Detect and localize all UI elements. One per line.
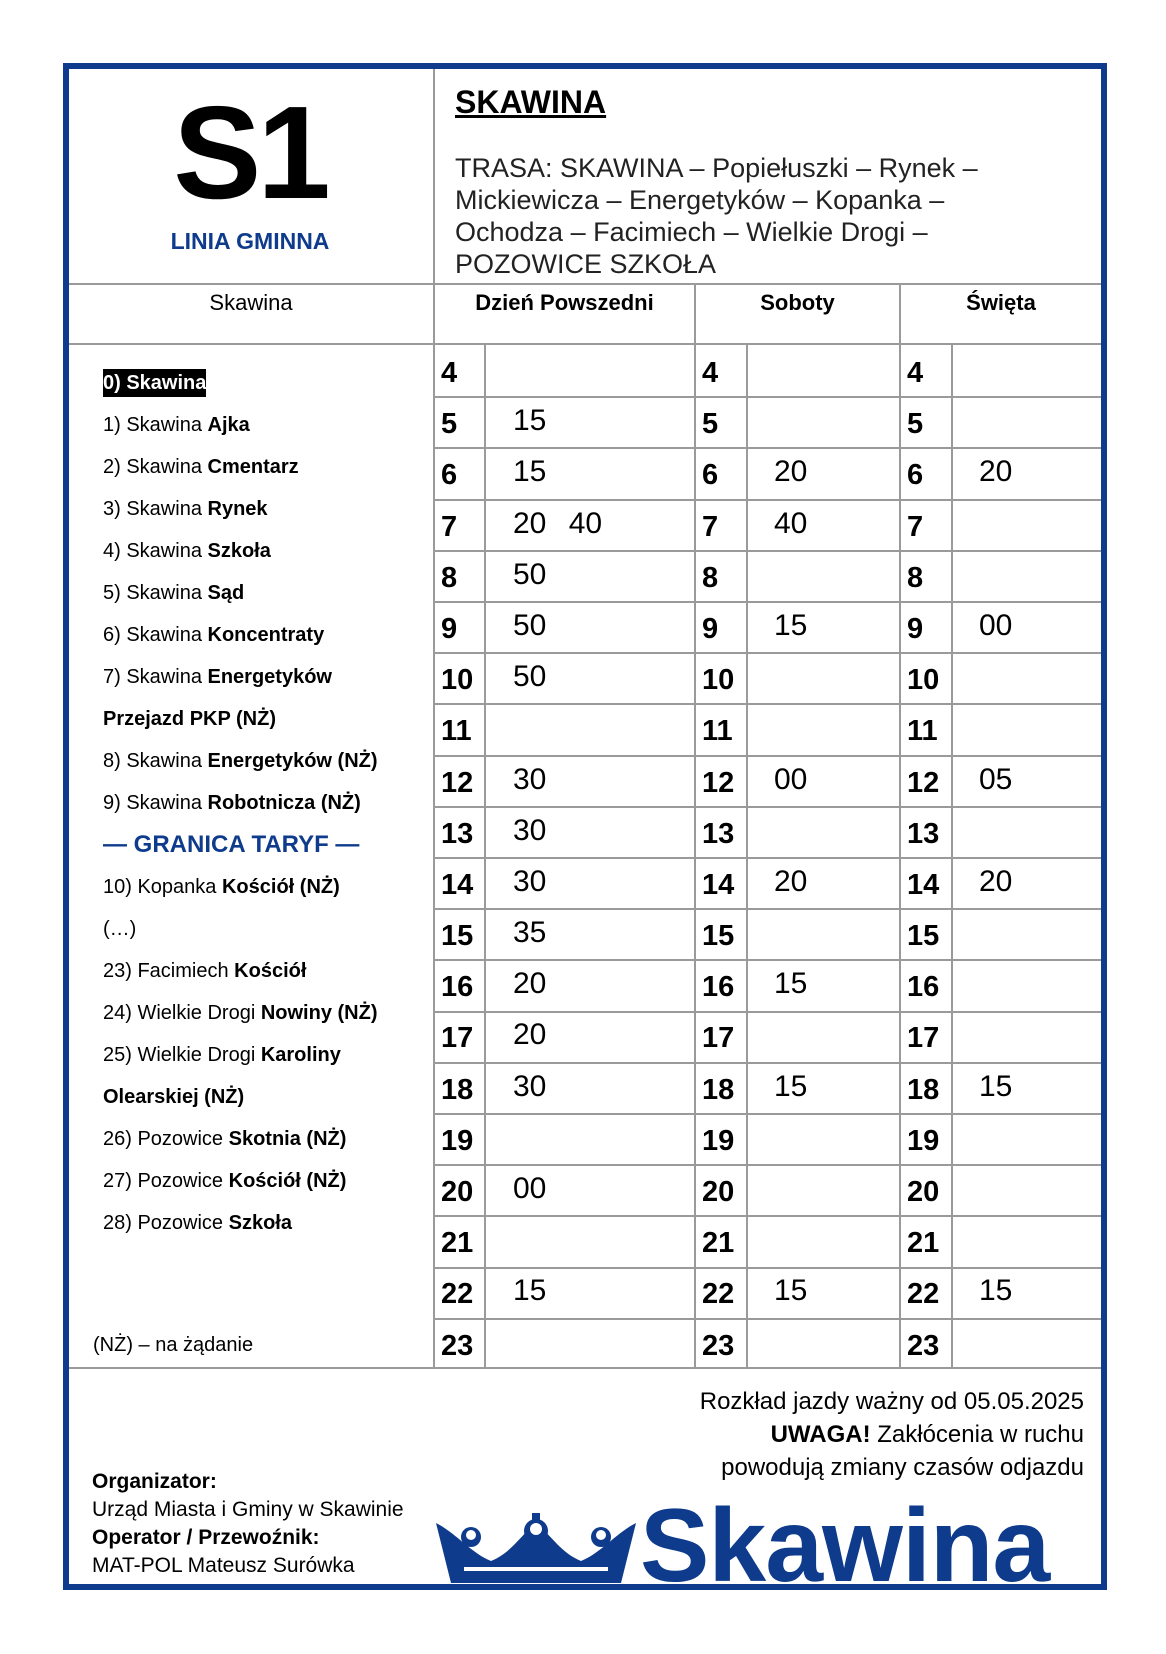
stop-number: 23) Facimiech xyxy=(103,960,235,982)
hour-label: 22 xyxy=(441,1278,474,1311)
departure-minutes: 00 xyxy=(774,762,808,796)
hour-row xyxy=(901,1012,1101,1063)
crown-icon xyxy=(436,1513,636,1593)
stop-number: — GRANICA TARYF — xyxy=(103,831,360,858)
organizer-info xyxy=(92,1468,404,1580)
hour-label: 18 xyxy=(907,1073,940,1106)
hour-row xyxy=(901,552,1101,603)
hour-label: 10 xyxy=(702,664,735,697)
hour-row xyxy=(901,398,1101,449)
departure-minutes: 15 xyxy=(774,608,808,642)
hour-label: 9 xyxy=(907,612,924,645)
departure-minutes: 20 xyxy=(979,864,1013,898)
hour-label: 19 xyxy=(702,1124,735,1157)
validity-notice xyxy=(700,1385,1084,1484)
hour-label: 20 xyxy=(702,1176,735,1208)
hour-row xyxy=(696,347,899,398)
hour-label: 8 xyxy=(702,561,719,594)
hour-row xyxy=(696,501,899,552)
stop-name: Energetyków xyxy=(207,666,332,688)
stop-number: 4) Skawina xyxy=(103,540,208,562)
hour-label: 23 xyxy=(907,1329,940,1362)
hour-label: 4 xyxy=(441,357,458,389)
stop-name: Kościół (NŻ) xyxy=(221,876,340,898)
hour-label: 11 xyxy=(907,715,938,748)
hour-row xyxy=(435,961,694,1012)
hour-row xyxy=(696,808,899,859)
hour-label: 15 xyxy=(907,920,940,953)
hour-label: 18 xyxy=(441,1073,474,1106)
hour-row xyxy=(435,859,694,910)
stop-number: 5) Skawina xyxy=(103,582,208,604)
stop-number: 8) Skawina xyxy=(103,750,208,772)
saturday-column-header: Soboty xyxy=(760,290,835,315)
hour-row xyxy=(435,1012,694,1063)
brand-logo-text: Skawina xyxy=(640,1488,1050,1604)
stop-item xyxy=(103,404,423,446)
hour-row xyxy=(901,603,1101,654)
stop-number: 28) Pozowice xyxy=(103,1212,229,1234)
town-title: SKAWINA xyxy=(455,84,607,120)
hour-row xyxy=(435,347,694,398)
hour-row xyxy=(435,603,694,654)
hour-label: 5 xyxy=(702,408,719,441)
hour-row xyxy=(901,808,1101,859)
stop-item xyxy=(103,572,423,614)
stop-name: Kościół (NŻ) xyxy=(228,1170,347,1192)
stops-list xyxy=(103,362,423,1244)
departure-minutes: 05 xyxy=(979,762,1013,796)
hour-label: 17 xyxy=(441,1022,474,1055)
warning-text-2: powodują zmiany czasów odjazdu xyxy=(721,1454,1084,1481)
hour-label: 5 xyxy=(907,408,924,441)
hour-row xyxy=(901,654,1101,705)
departure-minutes: 20 xyxy=(979,455,1013,489)
hour-row xyxy=(901,910,1101,961)
hour-label: 15 xyxy=(702,920,735,953)
departure-minutes: 50 xyxy=(513,557,547,591)
hour-row xyxy=(696,654,899,705)
hour-label: 7 xyxy=(907,510,924,543)
stop-name: Koncentraty xyxy=(207,624,325,646)
hour-label: 6 xyxy=(441,459,458,492)
hour-row xyxy=(901,859,1101,910)
hour-label: 17 xyxy=(907,1022,940,1055)
stop-item xyxy=(103,866,423,908)
departure-minutes: 30 xyxy=(513,813,547,847)
hour-row xyxy=(435,1166,694,1217)
departure-minutes: 15 xyxy=(774,1274,808,1308)
hour-row xyxy=(901,1217,1101,1268)
stop-name: Cmentarz xyxy=(207,456,299,478)
divider xyxy=(69,283,1101,285)
tariff-boundary xyxy=(103,824,423,866)
divider xyxy=(69,343,1101,345)
hour-row xyxy=(696,552,899,603)
departure-minutes: 15 xyxy=(979,1069,1013,1103)
hour-label: 14 xyxy=(441,868,474,901)
hour-label: 23 xyxy=(441,1329,474,1362)
stop-item xyxy=(103,698,423,740)
hour-label: 7 xyxy=(441,510,458,543)
stop-number: 26) Pozowice xyxy=(103,1128,229,1150)
stop-number: 1) Skawina xyxy=(103,414,208,436)
departure-minutes: 00 xyxy=(513,1172,547,1205)
hour-label: 18 xyxy=(702,1073,735,1106)
hour-row xyxy=(435,501,694,552)
stop-name: Robotnicza (NŻ) xyxy=(207,792,361,814)
stop-item xyxy=(103,1118,423,1160)
hour-row xyxy=(435,398,694,449)
hour-label: 4 xyxy=(702,357,719,389)
hour-row xyxy=(696,1115,899,1166)
hour-row xyxy=(901,1166,1101,1217)
hour-label: 10 xyxy=(907,664,940,697)
hour-label: 11 xyxy=(702,715,733,748)
hour-label: 20 xyxy=(907,1176,940,1208)
stop-number: 3) Skawina xyxy=(103,498,208,520)
departure-minutes: 15 xyxy=(513,1274,547,1308)
departure-minutes: 35 xyxy=(513,916,547,950)
hour-row xyxy=(901,1320,1101,1371)
hour-row xyxy=(435,1064,694,1115)
hour-label: 5 xyxy=(441,408,458,441)
hour-label: 7 xyxy=(702,510,719,543)
organizer-label: Organizator: xyxy=(92,1470,217,1493)
hour-row xyxy=(435,654,694,705)
hour-row xyxy=(901,961,1101,1012)
hour-row xyxy=(901,757,1101,808)
hour-label: 6 xyxy=(702,459,719,492)
stop-name: Olearskiej (NŻ) xyxy=(103,1086,245,1108)
hour-label: 14 xyxy=(702,868,735,901)
line-type: LINIA GMINNA xyxy=(170,228,330,254)
on-request-note: (NŻ) – na żądanie xyxy=(93,1334,254,1356)
departure-minutes: 30 xyxy=(513,762,547,796)
hour-row xyxy=(435,808,694,859)
stops-column-header: Skawina xyxy=(209,290,293,315)
stop-number: 25) Wielkie Drogi xyxy=(103,1044,261,1066)
departure-minutes: 30 xyxy=(513,864,547,898)
stop-item xyxy=(103,1160,423,1202)
hour-label: 20 xyxy=(441,1176,474,1208)
hour-label: 21 xyxy=(441,1227,474,1260)
hour-row xyxy=(696,1166,899,1217)
hour-label: 23 xyxy=(702,1329,735,1362)
departure-minutes: 40 xyxy=(774,506,808,540)
stop-name: Nowiny (NŻ) xyxy=(260,1002,378,1024)
departure-minutes: 20 xyxy=(774,864,808,898)
stop-item xyxy=(103,1034,423,1076)
warning-label: UWAGA! xyxy=(770,1421,871,1448)
hour-row xyxy=(696,1064,899,1115)
departure-minutes: 15 xyxy=(979,1274,1013,1308)
hour-row xyxy=(435,449,694,500)
hour-row xyxy=(901,449,1101,500)
hour-label: 13 xyxy=(702,817,735,850)
hour-label: 4 xyxy=(907,357,924,389)
hour-label: 11 xyxy=(441,715,472,748)
hour-row xyxy=(901,705,1101,756)
route-description: TRASA: SKAWINA – Popiełuszki – Rynek – Mickiewicza – Energetyków – Kopanka – Ochodza – Facimiech – Wielkie Drogi – POZOWICE SZKOŁA xyxy=(455,153,978,279)
hour-row xyxy=(696,449,899,500)
hour-label: 6 xyxy=(907,459,924,492)
hour-row xyxy=(435,757,694,808)
stop-item xyxy=(103,950,423,992)
warning-text: Zakłócenia w ruchu xyxy=(870,1421,1084,1448)
hour-row xyxy=(435,1115,694,1166)
stop-number: 24) Wielkie Drogi xyxy=(103,1002,261,1024)
stop-number: 10) Kopanka xyxy=(103,876,222,898)
hour-row xyxy=(696,1012,899,1063)
hour-row xyxy=(696,757,899,808)
hour-label: 10 xyxy=(441,664,474,697)
hour-row xyxy=(435,552,694,603)
hour-row xyxy=(696,1217,899,1268)
hour-label: 9 xyxy=(441,612,458,645)
hour-row xyxy=(901,1268,1101,1319)
stop-name: Przejazd PKP (NŻ) xyxy=(103,708,276,730)
validity-date: Rozkład jazdy ważny od 05.05.2025 xyxy=(699,1388,1084,1415)
hour-row xyxy=(696,705,899,756)
stop-name: Szkoła xyxy=(228,1212,292,1234)
departure-minutes: 50 xyxy=(513,660,547,694)
weekday-timetable xyxy=(435,347,694,1371)
stop-item xyxy=(103,530,423,572)
hour-row xyxy=(901,1115,1101,1166)
stop-item xyxy=(103,1202,423,1244)
saturday-timetable xyxy=(696,347,899,1371)
operator-label: Operator / Przewoźnik: xyxy=(92,1526,320,1549)
hour-row xyxy=(435,910,694,961)
hour-label: 19 xyxy=(907,1124,940,1157)
stop-item xyxy=(103,446,423,488)
departure-minutes: 15 xyxy=(774,967,808,1001)
stop-number: 0) Skawina xyxy=(103,369,206,397)
hour-label: 13 xyxy=(441,817,474,850)
organizer-name: Urząd Miasta i Gminy w Skawinie xyxy=(92,1498,404,1521)
departure-minutes: 20 xyxy=(513,1018,547,1052)
hour-row xyxy=(696,398,899,449)
hour-label: 16 xyxy=(441,971,474,1004)
hour-label: 16 xyxy=(702,971,735,1004)
hour-row xyxy=(435,1320,694,1371)
holiday-column-header: Święta xyxy=(966,290,1036,315)
stop-name: Rynek xyxy=(207,498,268,520)
departure-minutes: 00 xyxy=(979,608,1013,642)
stop-number: 7) Skawina xyxy=(103,666,208,688)
hour-label: 12 xyxy=(441,766,474,799)
hour-label: 13 xyxy=(907,817,940,850)
hour-row xyxy=(696,961,899,1012)
hour-label: 14 xyxy=(907,868,940,901)
hour-label: 15 xyxy=(441,920,474,953)
stop-item xyxy=(103,488,423,530)
departure-minutes: 15 xyxy=(513,404,547,438)
hour-label: 19 xyxy=(441,1124,474,1157)
stop-number: (…) xyxy=(103,918,137,940)
stop-item xyxy=(103,614,423,656)
hour-label: 22 xyxy=(907,1278,940,1311)
stop-item xyxy=(103,908,423,950)
departure-minutes: 20 xyxy=(774,455,808,489)
departure-minutes: 20 40 xyxy=(513,506,603,540)
hour-row xyxy=(901,501,1101,552)
line-number: S1 xyxy=(173,79,327,226)
stop-number: 6) Skawina xyxy=(103,624,208,646)
hour-label: 9 xyxy=(702,612,719,645)
operator-name: MAT-POL Mateusz Surówka xyxy=(92,1554,355,1577)
hour-row xyxy=(435,705,694,756)
warning-line xyxy=(700,1418,1084,1451)
stop-name: Szkoła xyxy=(207,540,271,562)
hour-row xyxy=(696,1268,899,1319)
stop-item xyxy=(103,992,423,1034)
hour-label: 8 xyxy=(907,561,924,594)
hour-row xyxy=(901,1064,1101,1115)
stop-item xyxy=(103,1076,423,1118)
hour-row xyxy=(696,603,899,654)
stop-number: 27) Pozowice xyxy=(103,1170,229,1192)
stop-name: Karoliny xyxy=(260,1044,341,1066)
stop-item xyxy=(103,782,423,824)
hour-label: 21 xyxy=(907,1227,940,1260)
hour-label: 12 xyxy=(702,766,735,799)
stop-item xyxy=(103,740,423,782)
hour-row xyxy=(696,910,899,961)
hour-row xyxy=(435,1268,694,1319)
departure-minutes: 15 xyxy=(774,1069,808,1103)
hour-label: 17 xyxy=(702,1022,735,1055)
stop-name: Kościół xyxy=(234,960,307,982)
hour-label: 16 xyxy=(907,971,940,1004)
hour-row xyxy=(901,347,1101,398)
departure-minutes: 50 xyxy=(513,608,547,642)
stop-item xyxy=(103,362,423,404)
stop-name: Skotnia (NŻ) xyxy=(228,1128,347,1150)
hour-row xyxy=(696,1320,899,1371)
departure-minutes: 15 xyxy=(513,455,547,489)
hour-label: 21 xyxy=(702,1227,735,1260)
hour-label: 22 xyxy=(702,1278,735,1311)
stop-name: Ajka xyxy=(207,414,250,436)
stop-name: Energetyków (NŻ) xyxy=(207,750,378,772)
hour-label: 12 xyxy=(907,766,940,799)
weekday-column-header: Dzień Powszedni xyxy=(475,290,654,315)
departure-minutes: 30 xyxy=(513,1069,547,1103)
hour-label: 8 xyxy=(441,561,458,594)
departure-minutes: 20 xyxy=(513,967,547,1001)
stop-name: Sąd xyxy=(207,582,245,604)
holiday-timetable xyxy=(901,347,1101,1371)
hour-row xyxy=(696,859,899,910)
stop-number: 2) Skawina xyxy=(103,456,208,478)
hour-row xyxy=(435,1217,694,1268)
stop-item xyxy=(103,656,423,698)
stop-number: 9) Skawina xyxy=(103,792,208,814)
